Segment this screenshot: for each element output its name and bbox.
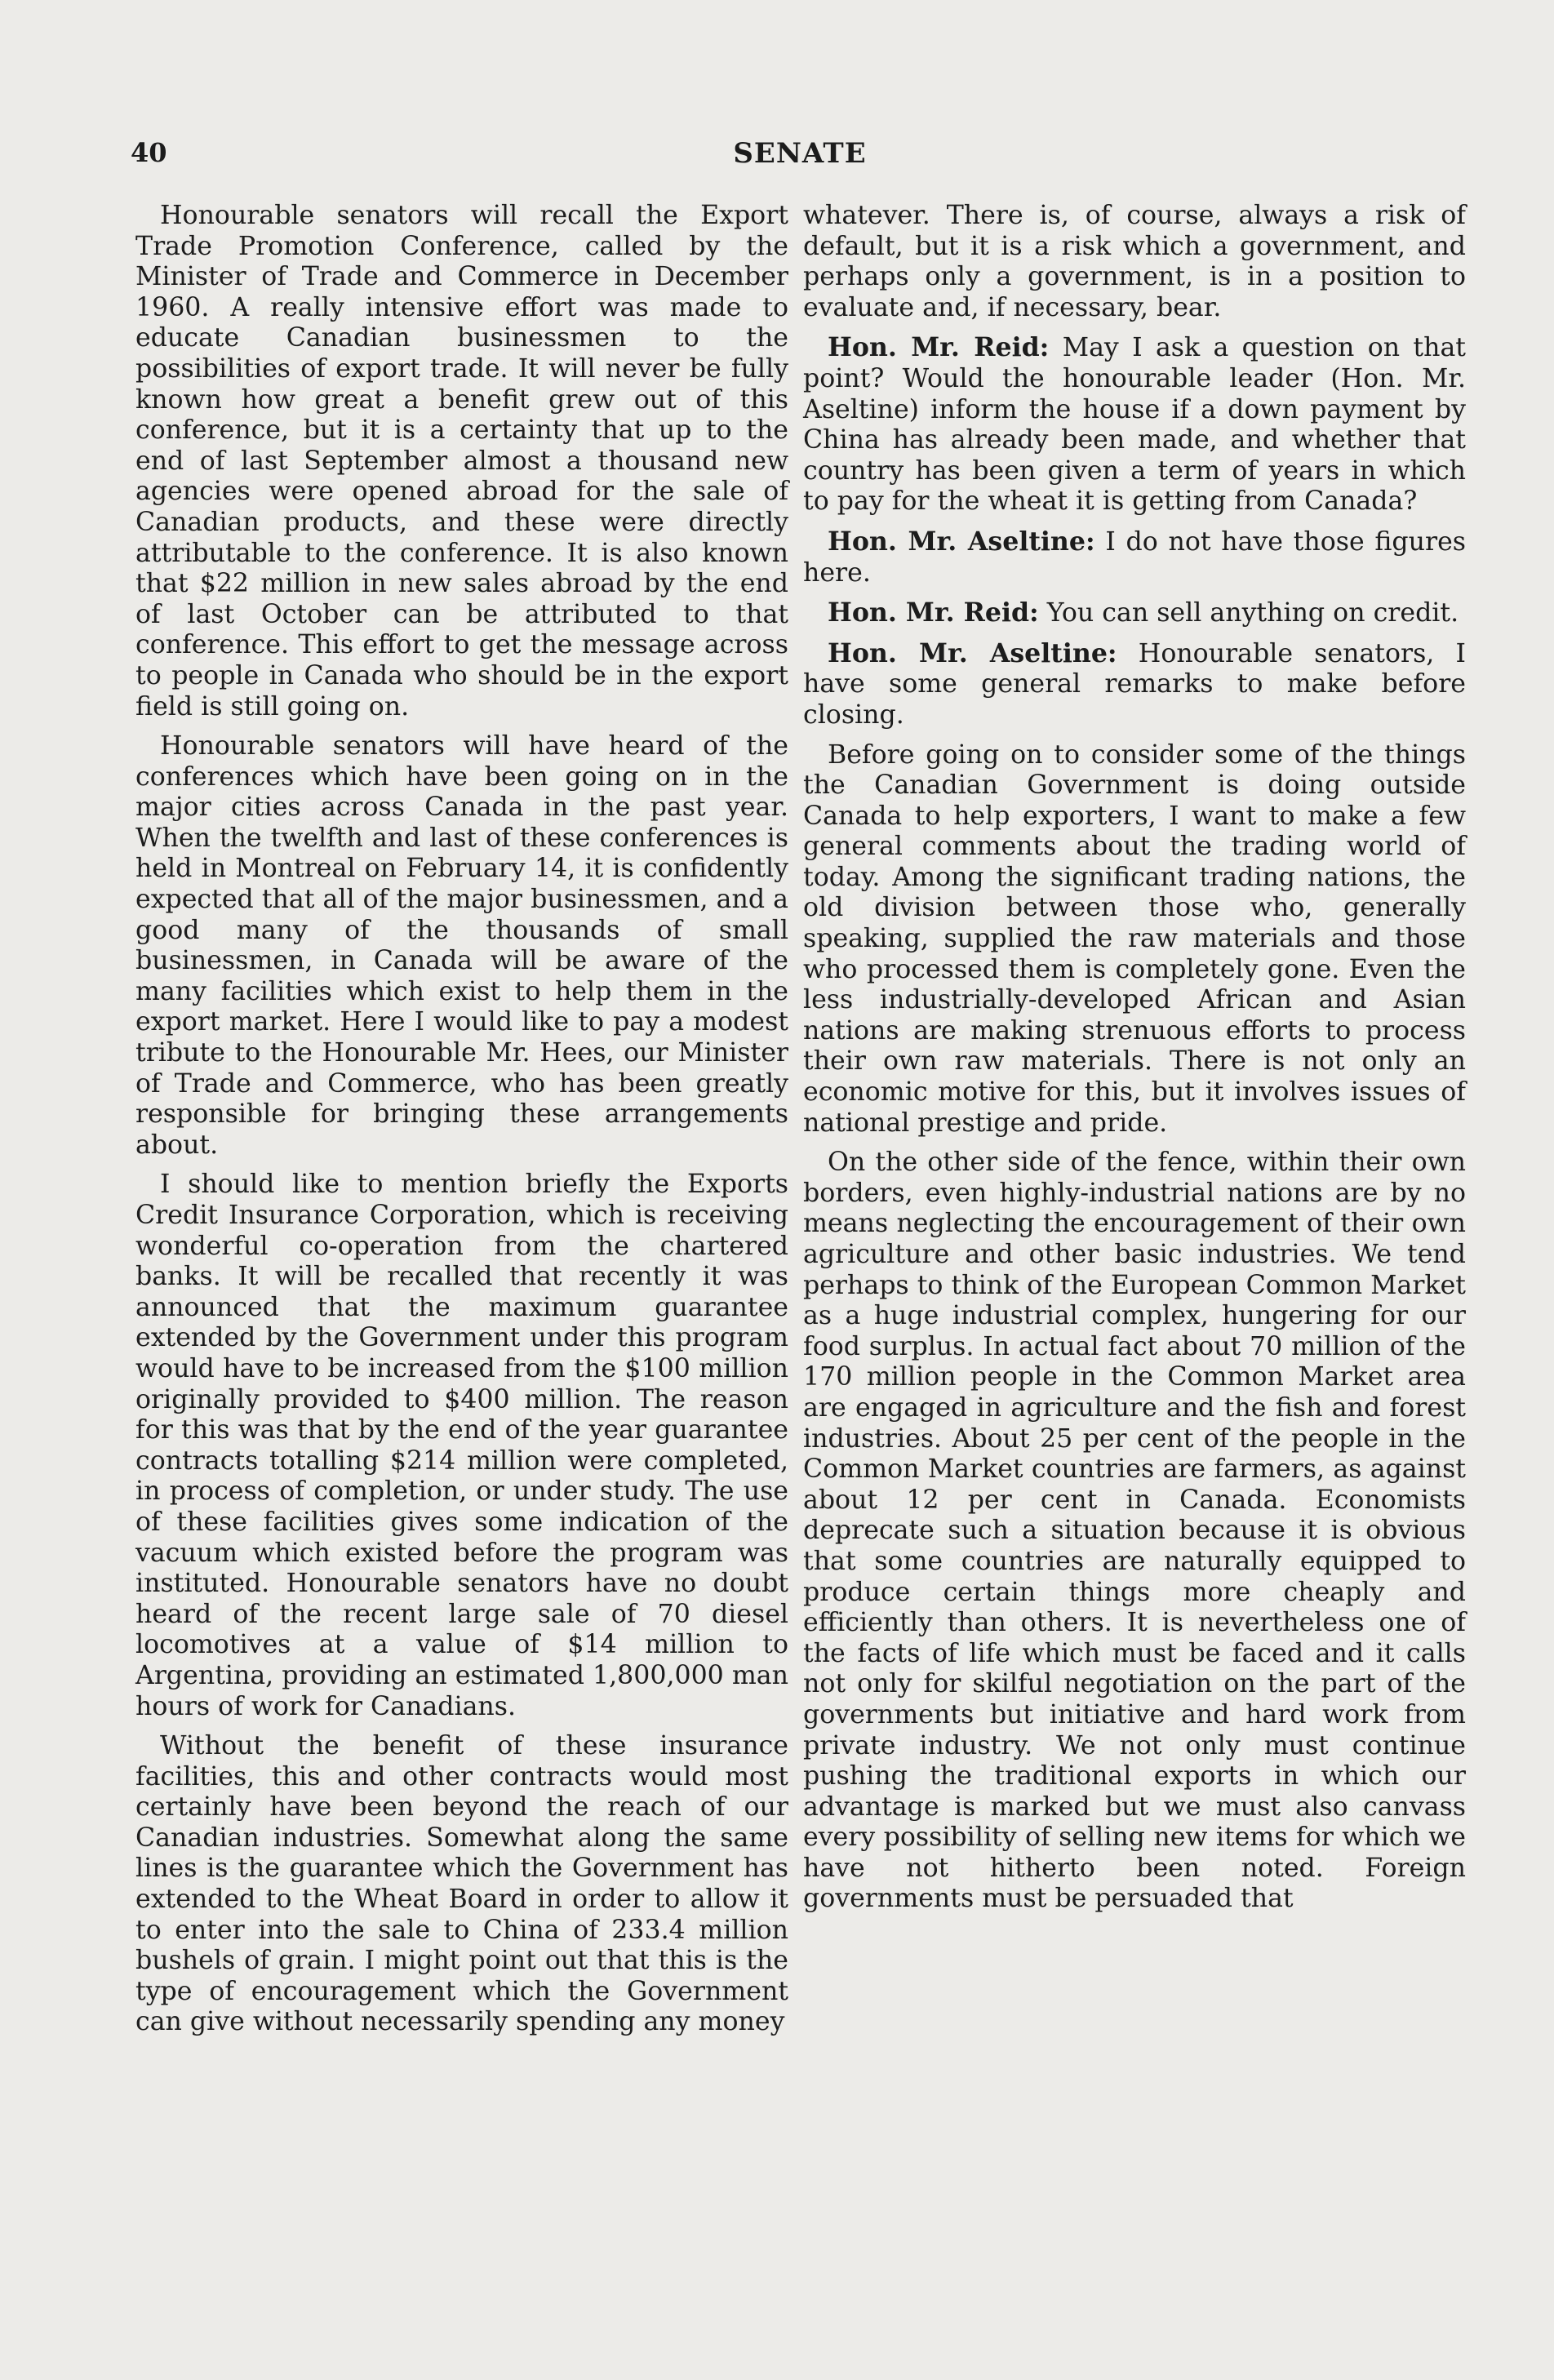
paragraph: I should like to mention briefly the Exports Credit Insurance Corporation, which is receiving wonderful co-operation from the chartered banks. It will be recalled that recently it was announced that the maximum guarantee extended by the Government under this program would have to be increased from the $100 million originally provided to $400 million. The reason for this was that by the end of the year guarantee contracts totalling $214 million were completed, in process of completion, or under study. The use of these facilities gives some indication of the vacuum which existed before the program was instituted. Honourable senators have no doubt heard of the recent large sale of 70 diesel locomotives at a value of $14 million to Argentina, providing an estimated 1,800,000 man hours of work for Canadians.	[135, 1170, 788, 1721]
speech-entry	[803, 332, 1466, 517]
continued-paragraph: whatever. There is, of course, always a risk of default, but it is a risk which a government, and perhaps only a government, is in a position to evaluate and, if necessary, bear.	[803, 201, 1466, 322]
speaker-name: Hon. Mr. Aseltine:	[828, 637, 1117, 668]
speech-text: May I ask a question on that point? Would the honourable leader (Hon. Mr. Aseltine) inform the house if a down payment by China has already been made, and whether that country has been given a term of years in which to pay for the wheat it is getting from Canada?	[803, 333, 1466, 517]
right-column	[803, 201, 1466, 1924]
speech-text: I do not have those figures here.	[803, 526, 1466, 588]
paragraph: Honourable senators will have heard of the conferences which have been going on in the major cities across Canada in the past year. When the twelfth and last of these conferences is held in Montreal on February 14, it is confidently expected that all of the major businessmen, and a good many of the thousands of small businessmen, in Canada will be aware of the many facilities which exist to help them in the export market. Here I would like to pay a modest tribute to the Honourable Mr. Hees, our Minister of Trade and Commerce, who has been greatly responsible for bringing these arrangements about.	[135, 731, 788, 1160]
left-column	[135, 201, 788, 2047]
speech-entry	[803, 638, 1466, 731]
speech-text: You can sell anything on credit.	[1046, 598, 1459, 628]
paragraph: On the other side of the fence, within their own borders, even highly-industrial nations are by no means neglecting the encouragement of their own agriculture and other basic industries. We tend perhaps to think of the European Common Market as a huge industrial complex, hungering for our food surplus. In actual fact about 70 million of the 170 million people in the Common Market area are engaged in agriculture and the fish and forest industries. About 25 per cent of the people in the Common Market countries are farmers, as against about 12 per cent in Canada. Economists deprecate such a situation because it is obvious that some countries are naturally equipped to produce certain things more cheaply and efficiently than others. It is nevertheless one of the facts of life which must be faced and it calls not only for skilful negotiation on the part of the governments but initiative and hard work from private industry. We not only must continue pushing the traditional exports in which our advantage is marked but we must also canvass every possibility of selling new items for which we have not hitherto been noted. Foreign governments must be persuaded that	[803, 1148, 1466, 1914]
speech-entry	[803, 526, 1466, 588]
paragraph: Before going on to consider some of the things the Canadian Government is doing outside Canada to help exporters, I want to make a few general comments about the trading world of today. Among the significant trading nations, the old division between those who, generally speaking, supplied the raw materials and those who processed them is completely gone. Even the less industrially-developed African and Asian nations are making strenuous efforts to process their own raw materials. There is not only an economic motive for this, but it involves issues of national prestige and pride.	[803, 739, 1466, 1138]
page-number: 40	[131, 137, 167, 168]
paragraph: Without the benefit of these insurance facilities, this and other contracts would most certainly have been beyond the reach of our Canadian industries. Somewhat along the same lines is the guarantee which the Government has extended to the Wheat Board in order to allow it to enter into the sale to China of 233.4 million bushels of grain. I might point out that this is the type of encouragement which the Government can give without necessarily spending any money	[135, 1731, 788, 2037]
speaker-name: Hon. Mr. Reid:	[828, 332, 1050, 363]
speaker-name: Hon. Mr. Aseltine:	[828, 526, 1095, 557]
paragraph: Honourable senators will recall the Export Trade Promotion Conference, called by the Minister of Trade and Commerce in December 1960. A really intensive effort was made to educate Canadian businessmen to the possibilities of export trade. It will never be fully known how great a benefit grew out of this conference, but it is a certainty that up to the end of last September almost a thousand new agencies were opened abroad for the sale of Canadian products, and these were directly attributable to the conference. It is also known that $22 million in new sales abroad by the end of last October can be attributed to that conference. This effort to get the message across to people in Canada who should be in the export field is still going on.	[135, 201, 788, 722]
speech-entry	[803, 597, 1466, 629]
running-head: SENATE	[733, 137, 867, 170]
speaker-name: Hon. Mr. Reid:	[828, 597, 1039, 628]
speech-text: Honourable senators, I have some general remarks to make before closing.	[803, 638, 1466, 730]
page-header	[131, 137, 1469, 178]
